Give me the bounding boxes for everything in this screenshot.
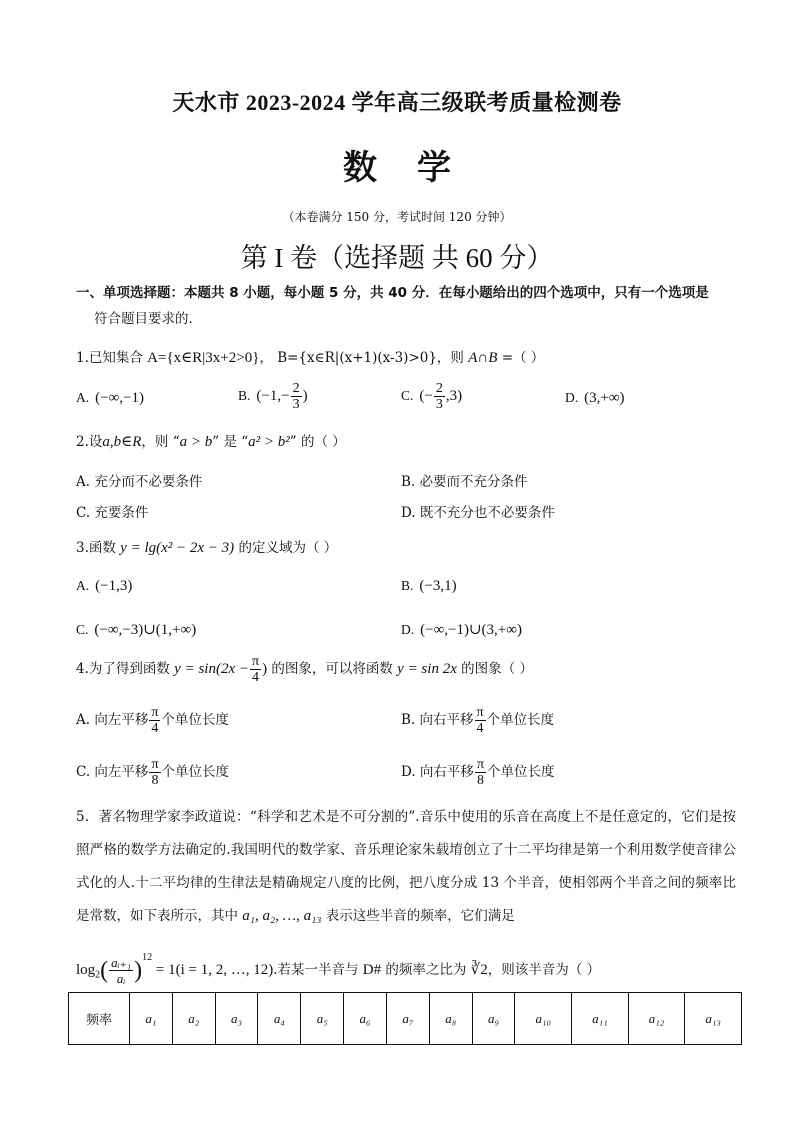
table-cell: a₁ <box>130 993 173 1045</box>
fraction: $\frac{\pi}{4}$ <box>151 705 159 736</box>
q2-option-a[interactable]: A. 充分而不必要条件 <box>76 474 203 490</box>
table-header-cell: 频率 <box>69 993 130 1045</box>
question-5-formula: $\log_2$( $\frac{\text{aᵢ₊₁}}{\text{aᵢ}}$ )$^{12}$ = 1(i = 1, 2, …, 12).若某一半音与 D# 的频率之比为 ∛2，则该半音为（ ） <box>76 952 601 986</box>
fraction: $\frac{2}{3}$ <box>435 381 443 412</box>
q2-option-b[interactable]: B. 必要而不充分条件 <box>401 474 528 490</box>
table-cell: a₃ <box>215 993 258 1045</box>
question-2-stem: 2.设a,b∈R，则 “a > b” 是 “a² > b²” 的（ ） <box>76 434 346 450</box>
q3-option-a[interactable]: A. (−1,3) <box>76 578 133 594</box>
table-cell: a₁₁ <box>572 993 629 1045</box>
q4-option-c[interactable]: C. 向左平移 $\frac{\pi}{8}$ 个单位长度 <box>76 757 230 788</box>
question-5-stem: 5．著名物理学家李政道说：“科学和艺术是不可分割的”.音乐中使用的乐音在高度上不是任意定的，它们是按照严格的数学方法确定的.我国明代的数学家、音乐理论家朱载堉创立了十二平均律是第一个利用数学使音律公式化的人.十二平均律的生律法是精确规定八度的比例，把八度分成 13 个半音，使相邻两个半音之间的频率比是常数，如下表所示，其中 a₁, a₂, …, a₁₃ 表示这些半音的频率，它们满足 <box>76 809 736 924</box>
table-row <box>69 993 742 1045</box>
q3-option-b[interactable]: B. (−3,1) <box>401 578 457 594</box>
subject-title: 数学 <box>343 148 491 188</box>
table-cell: a₁₃ <box>685 993 742 1045</box>
exam-title: 天水市 2023-2024 学年高三级联考质量检测卷 <box>172 90 622 115</box>
q1-option-d[interactable]: D. (3,+∞) <box>565 390 625 406</box>
fraction: $\frac{\pi}{4}$ <box>251 654 260 685</box>
part-title: 第 I 卷（选择题 共 60 分） <box>240 243 554 273</box>
intersection-expr: A∩B <box>468 350 498 366</box>
question-1-stem: 1.已知集合 A={x∈R|3x+2>0}， B={x∈R|(x+1)(x-3)>0}，则 A∩B =（ ） <box>76 350 545 366</box>
fraction: $\frac{\pi}{4}$ <box>476 705 484 736</box>
sequence-expr: a₁, a₂, …, a₁₃ <box>242 908 322 924</box>
table-cell: a₂ <box>172 993 215 1045</box>
set-a: A={x∈R|3x+2>0} <box>147 350 260 366</box>
table-cell: a₅ <box>301 993 344 1045</box>
question-3-stem: 3.函数 y = lg(x² − 2x − 3) 的定义域为（ ） <box>76 540 338 556</box>
question-4-stem: 4.为了得到函数 y = sin(2x − $\frac{\pi}{4}$ ) 的图象，可以将函数 y = sin 2x 的图象（ ） <box>76 654 533 685</box>
fraction: $\frac{2}{3}$ <box>292 381 300 412</box>
section-heading <box>76 280 736 332</box>
function-expr: y = lg(x² − 2x − 3) <box>120 540 235 556</box>
fraction: $\frac{\text{aᵢ₊₁}}{\text{aᵢ}}$ <box>111 955 132 986</box>
q4-option-a[interactable]: A. 向左平移 $\frac{\pi}{4}$ 个单位长度 <box>76 705 229 736</box>
q2-option-c[interactable]: C. 充要条件 <box>76 505 149 521</box>
q4-option-d[interactable]: D. 向右平移 $\frac{\pi}{8}$ 个单位长度 <box>401 757 555 788</box>
q1-option-b[interactable]: B. (−1,− $\frac{2}{3}$ ) <box>238 381 308 412</box>
table-cell: a₈ <box>429 993 472 1045</box>
q1-option-c[interactable]: C. (− $\frac{2}{3}$ ,3) <box>401 381 463 412</box>
table-cell: a₄ <box>258 993 301 1045</box>
table-cell: a₆ <box>344 993 387 1045</box>
table-cell: a₁₂ <box>628 993 685 1045</box>
section-line2: 符合题目要求的. <box>94 311 193 327</box>
q2-option-d[interactable]: D. 既不充分也不必要条件 <box>401 505 555 521</box>
q4-option-b[interactable]: B. 向右平移 $\frac{\pi}{4}$ 个单位长度 <box>401 705 555 736</box>
fraction: $\frac{\pi}{8}$ <box>476 757 485 788</box>
q3-option-d[interactable]: D. (−∞,−1)∪(3,+∞) <box>401 622 522 638</box>
table-cell: a₉ <box>472 993 515 1045</box>
table-cell: a₁₀ <box>515 993 572 1045</box>
section-line1: 一、单项选择题：本题共 8 小题，每小题 5 分，共 40 分．在每小题给出的四个选项中，只有一个选项是 <box>76 285 709 301</box>
table-cell: a₇ <box>386 993 429 1045</box>
exam-note: （本卷满分 150 分，考试时间 120 分钟） <box>282 210 512 224</box>
q3-option-c[interactable]: C. (−∞,−3)∪(1,+∞) <box>76 622 197 638</box>
fraction: $\frac{\pi}{8}$ <box>151 757 159 788</box>
frequency-table <box>68 992 742 1045</box>
q1-option-a[interactable]: A. (−∞,−1) <box>76 390 144 406</box>
